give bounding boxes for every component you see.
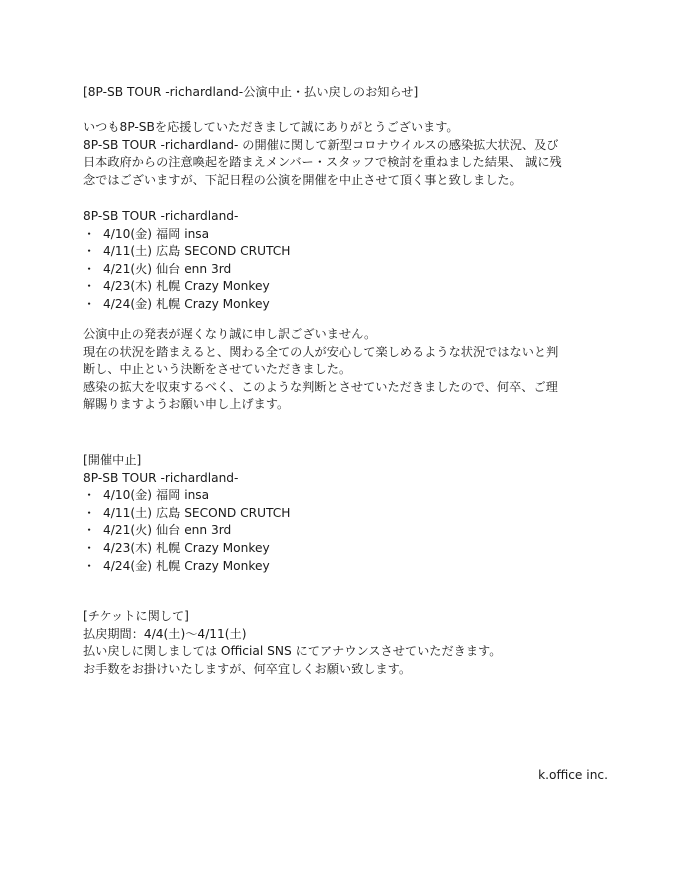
apology-paragraph (83, 326, 623, 414)
notice-title: [8P-SB TOUR -richardland-公演中止・払い戻しのお知らせ] (83, 85, 419, 99)
intro-line: 日本政府からの注意喚起を踏まえメンバー・スタッフで検討を重ねました結果、 誠に残 (83, 155, 562, 170)
bullet-mark: ・ (83, 296, 96, 311)
cancelled-item (83, 558, 623, 576)
intro-line: 念ではございますが、下記日程の公演を開催を中止させて頂く事と致しました。 (83, 172, 522, 187)
bullet-mark: ・ (83, 261, 96, 276)
tour-name: 8P-SB TOUR -richardland- (83, 209, 239, 223)
schedule-item-text: 4/23(木) 札幌 Crazy Monkey (103, 279, 270, 294)
cancelled-item-text: 4/23(木) 札幌 Crazy Monkey (103, 540, 270, 555)
intro-paragraph (83, 119, 623, 189)
schedule-item (83, 243, 623, 261)
bullet-mark: ・ (83, 505, 96, 520)
apology-line: 感染の拡大を収束するべく、このような判断とさせていただきましたので、何卒、ご理 (83, 379, 558, 394)
cancelled-item (83, 487, 623, 505)
bullet-mark: ・ (83, 488, 96, 503)
schedule-item-text: 4/24(金) 札幌 Crazy Monkey (103, 296, 270, 311)
intro-line: いつも8P-SBを応援していただきまして誠にありがとうございます。 (83, 120, 459, 134)
cancelled-item-text: 4/21(火) 仙台 enn 3rd (103, 523, 232, 538)
cancelled-item (83, 522, 623, 540)
ticket-heading: [チケットに関して] (83, 609, 189, 623)
tour-schedule (83, 208, 623, 314)
closing-request: お手数をお掛けいたしますが、何卒宜しくお願い致します。 (83, 661, 412, 676)
bullet-mark: ・ (83, 226, 96, 241)
bullet-mark: ・ (83, 244, 96, 259)
bullet-mark: ・ (83, 540, 96, 555)
refund-period: 払戻期間：4/4(土)〜4/11(土) (83, 626, 247, 641)
cancelled-item-text: 4/10(金) 福岡 insa (103, 488, 210, 503)
schedule-item (83, 261, 623, 279)
schedule-item-text: 4/11(土) 広島 SECOND CRUTCH (103, 244, 291, 259)
bullet-mark: ・ (83, 558, 96, 573)
schedule-item-text: 4/21(火) 仙台 enn 3rd (103, 261, 232, 276)
apology-line: 解賜りますようお願い申し上げます。 (83, 397, 290, 412)
apology-line: 現在の状況を踏まえると、関わる全ての人が安心して楽しめるような状況ではないと判 (83, 344, 559, 359)
cancelled-item-text: 4/24(金) 札幌 Crazy Monkey (103, 558, 270, 573)
schedule-item (83, 226, 623, 244)
cancelled-heading: [開催中止] (83, 453, 142, 467)
schedule-item (83, 296, 623, 314)
cancelled-tour-name: 8P-SB TOUR -richardland- (83, 470, 239, 485)
refund-announcement: 払い戻しに関しましては Official SNS にてアナウンスさせていただきます。 (83, 644, 502, 659)
schedule-item (83, 278, 623, 296)
cancelled-item-text: 4/11(土) 広島 SECOND CRUTCH (103, 505, 291, 520)
schedule-item-text: 4/10(金) 福岡 insa (103, 226, 210, 241)
cancelled-item (83, 540, 623, 558)
bullet-mark: ・ (83, 279, 96, 294)
apology-line: 断し、中止という決断をさせていただきました。 (83, 362, 352, 377)
intro-line: 8P-SB TOUR -richardland- の開催に関して新型コロナウイルスの感染拡大状況、及び (83, 137, 559, 152)
ticket-section (83, 608, 623, 678)
bullet-mark: ・ (83, 523, 96, 538)
apology-line: 公演中止の発表が遅くなり誠に申し訳ございません。 (83, 327, 377, 341)
cancelled-schedule (83, 452, 623, 575)
company-signature: k.office inc. (538, 768, 608, 782)
cancelled-item (83, 505, 623, 523)
